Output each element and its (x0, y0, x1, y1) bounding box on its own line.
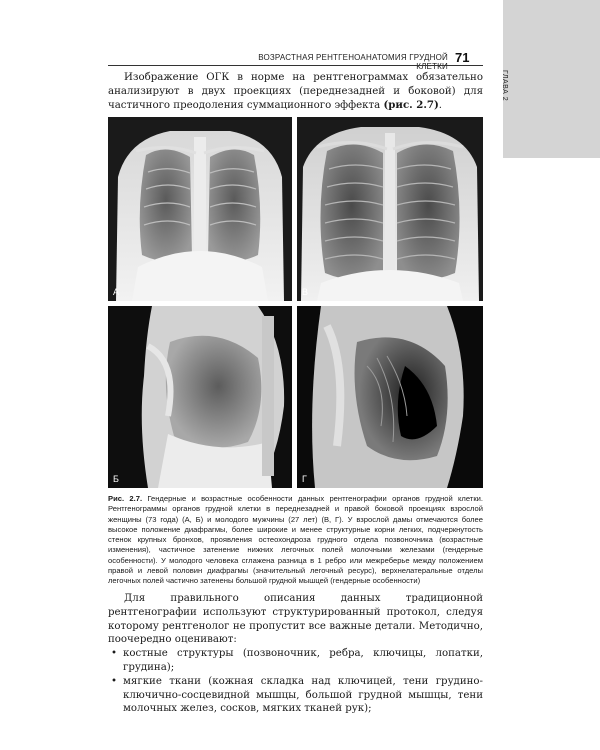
figure-caption (108, 494, 483, 587)
xray-panel-a (108, 117, 292, 301)
chapter-tab-label: ГЛАВА 2 (501, 70, 508, 102)
lateral-chest-xray-image (108, 306, 292, 488)
bullet-symbol: • (111, 675, 118, 687)
panel-label-g: Г (302, 474, 307, 484)
panel-label-v: В (302, 287, 309, 297)
list-item (108, 647, 483, 675)
frontal-chest-xray-image (297, 117, 483, 301)
list-item (108, 675, 483, 716)
panel-label-b: Б (113, 474, 119, 484)
caption-text: Гендерные и возрастные особенности данных рентгенографии органов грудной клетки. Рентгенограммы органов грудной клетки в переднезадней и правой боковой проекциях взрослой женщины (73 года) (А, Б) и молодого мужчины (27 лет) (В, Г). У взрослой дамы отмечаются более высокое положение диафрагмы, более широкие и менее структурные корни легких, подчеркнутость стенок крупных бронхов, проявления остеохондроза грудного отдела позвоночника (возрастные изменения), частичное затенение нижних легочных полей молочными железами (гендерные особенности). У молодого человека сглажена разница в 1 ребро или межреберье между положением правой и левой половин диафрагмы (значительный легочный ресурс), верхнелатеральные отделы легочных полей частично затенены большой грудной мышцей (гендерные особенности) (108, 494, 483, 586)
lateral-chest-xray-image (297, 306, 483, 488)
chapter-side-tab (503, 0, 600, 158)
figure-reference: (рис. 2.7) (383, 98, 439, 111)
list-item-text: костные структуры (позвоночник, ребра, ключицы, лопатки, грудина); (123, 648, 483, 673)
xray-panel-b (108, 306, 292, 488)
intro-text: Изображение ОГК в норме на рентгенограммах обязательно анализируют в двух проекциях (переднезадней и боковой) для частичного преодоления суммационного эффекта (108, 72, 483, 111)
page-number: 71 (455, 50, 470, 65)
intro-paragraph (108, 71, 483, 112)
assessment-list (108, 647, 483, 716)
list-item-text: мягкие ткани (кожная складка над ключицей, тени грудино-ключично-сосцевидной мышцы, большой грудной мышцы, тени молочных желез, сосков, мягких тканей рук); (123, 675, 483, 715)
xray-panel-v (297, 117, 483, 301)
intro-end: . (438, 99, 443, 111)
body-section (108, 592, 483, 716)
body-paragraph: Для правильного описания данных традиционной рентгенографии используют структурированный протокол, следуя которому рентгенолог не пропустит все важные детали. Методично, поочередно оценивают: (108, 593, 483, 646)
xray-panel-g (297, 306, 483, 488)
caption-label: Рис. 2.7. (108, 494, 143, 503)
panel-label-a: А (113, 287, 120, 297)
running-header-title: ВОЗРАСТНАЯ РЕНТГЕНОАНАТОМИЯ ГРУДНОЙ КЛЕТКИ (258, 53, 448, 71)
header-rule (108, 65, 483, 66)
frontal-chest-xray-image (108, 117, 292, 301)
bullet-symbol: • (111, 648, 118, 660)
